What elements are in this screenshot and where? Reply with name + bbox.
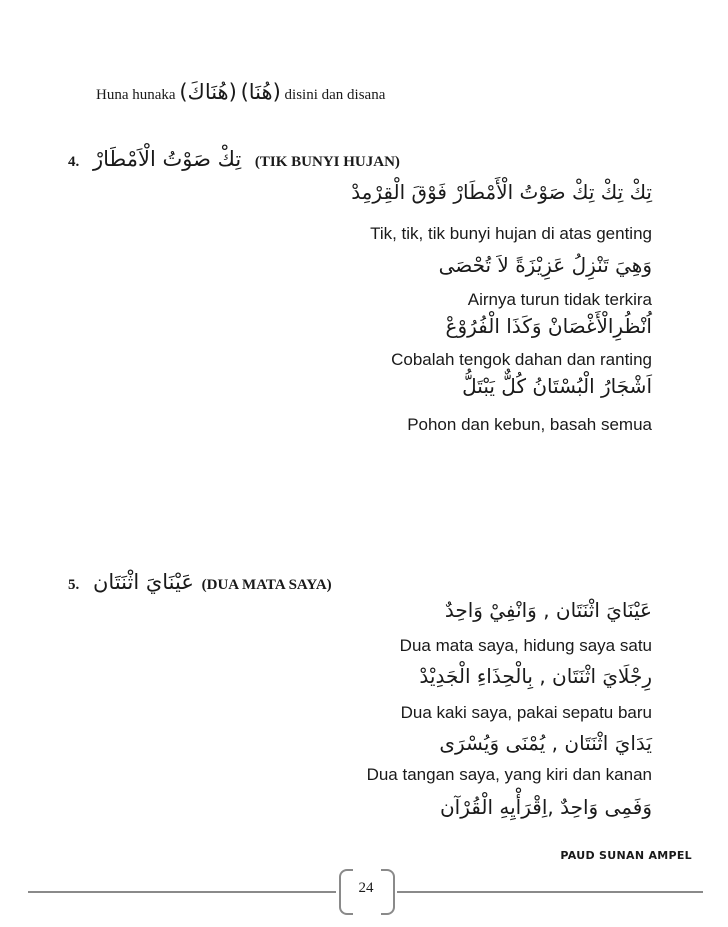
page-number-bracket-right (381, 869, 395, 915)
intro-arabic-1: (هُنَاكَ) (179, 80, 237, 104)
intro-latin-end: disini dan disana (284, 87, 386, 103)
section-5-line-1-arabic: عَيْنَايَ اثْنَتَان , وَانْفِيْ وَاحِدٌ (444, 598, 652, 622)
section-5-line-1-translation: Dua mata saya, hidung saya satu (399, 636, 652, 655)
section-5-line-3-arabic: يَدَايَ اثْنَتَان , يُمْنَى وَيُسْرَى (439, 731, 652, 755)
section-5-line-3-translation: Dua tangan saya, yang kiri dan kanan (366, 765, 652, 784)
section-4-title-arabic: تِكْ صَوْتُ الْاَمْطَارْ (93, 147, 242, 171)
section-4-line-2-translation: Airnya turun tidak terkira (467, 290, 652, 309)
section-4-line-2-arabic: وَهِيَ تَنْزِلُ عَزِيْزَةً لاَ تُحْصَى (438, 253, 652, 277)
section-5-line-4-arabic: وَفَمِى وَاحِدٌ ,اِقْرَأْيِهِ الْقُرْآن (439, 795, 652, 819)
page-number-bracket-left (339, 869, 353, 915)
section-4-line-1-arabic: تِكْ تِكْ تِكْ صَوْتُ الْأَمْطَارْ فَوْقَ الْقِرْمِدْ (351, 180, 652, 204)
section-5-heading (68, 570, 332, 594)
page-number: 24 (358, 880, 374, 896)
section-4-number: 4. (68, 154, 80, 170)
section-4-line-1-translation: Tik, tik, tik bunyi hujan di atas genting (370, 224, 652, 243)
section-5-line-2-arabic: رِجْلَايَ اثْنَتَان , بِالْحِذَاءِ الْجَدِيْدْ (419, 664, 652, 688)
section-4-line-4-translation: Pohon dan kebun, basah semua (407, 415, 652, 434)
intro-arabic-2: (هُنَا) (240, 80, 281, 104)
section-4-heading (68, 147, 400, 171)
section-4-title-latin: (TIK BUNYI HUJAN) (254, 154, 400, 170)
section-4-line-3-arabic: اُنْظُرِالْأَغْصَانْ وَكَذَا الْفُرُوْعْ (445, 314, 652, 338)
section-5-title-latin: (DUA MATA SAYA) (201, 577, 332, 593)
intro-line (96, 80, 385, 104)
footer-rule-left (28, 891, 336, 893)
section-5-line-2-translation: Dua kaki saya, pakai sepatu baru (400, 703, 652, 722)
section-4-line-3-translation: Cobalah tengok dahan dan ranting (391, 350, 652, 369)
footer-rule-right (397, 891, 703, 893)
section-5-number: 5. (68, 577, 80, 593)
intro-latin-start: Huna hunaka (96, 87, 176, 103)
section-5-title-arabic: عَيْنَايَ اثْنَتَان (93, 570, 194, 594)
section-4-line-4-arabic: اَشْجَارُ الْبُسْتَانُ كُلٌّ يَبْتَلُّ (462, 374, 652, 398)
footer-brand: PAUD SUNAN AMPEL (560, 849, 692, 862)
